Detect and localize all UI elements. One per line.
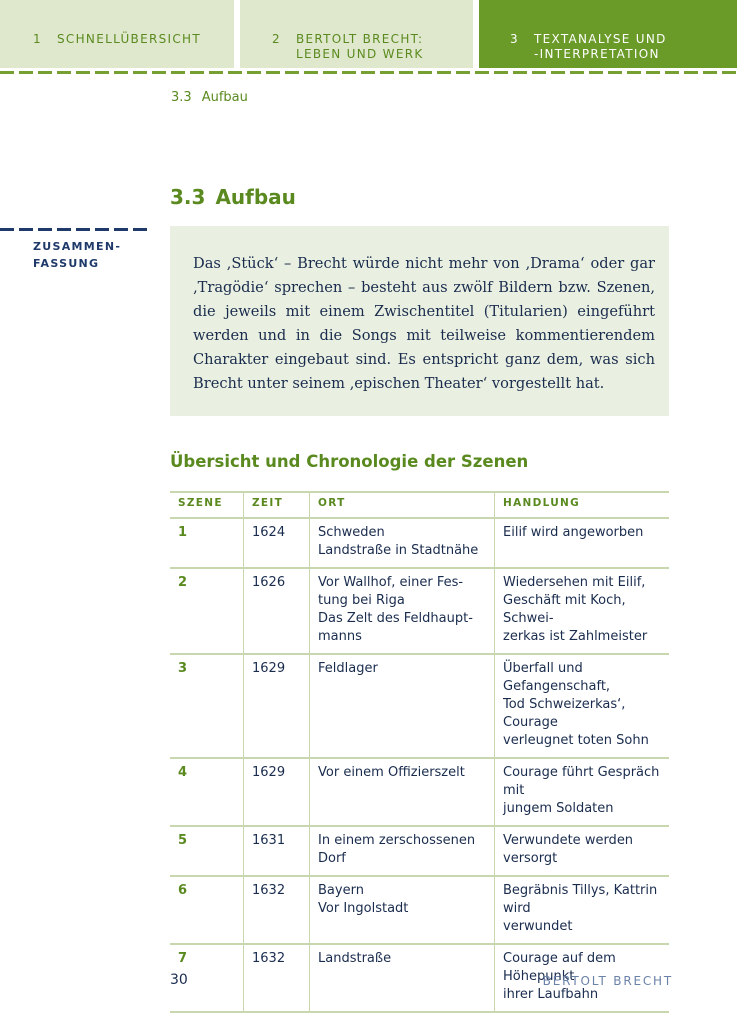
header-dashed-rule bbox=[0, 71, 737, 74]
chapter-navigation bbox=[0, 0, 737, 68]
cell-handlung bbox=[495, 758, 670, 826]
cell-line: Verwundete werden versorgt bbox=[503, 833, 634, 866]
cell-line: Courage auf dem Höhepunkt bbox=[503, 951, 616, 984]
cell-ort bbox=[310, 876, 495, 944]
cell-line: Bayern bbox=[318, 883, 364, 898]
cell-zeit: 1629 bbox=[244, 654, 310, 758]
cell-line: Vor einem Offizierszelt bbox=[318, 765, 465, 780]
cell-line: manns bbox=[318, 629, 362, 644]
tab-label-line: BERTOLT BRECHT: bbox=[296, 32, 424, 46]
section-number: 3.3 bbox=[170, 185, 206, 209]
cell-szene: 4 bbox=[170, 758, 244, 826]
table-title: Übersicht und Chronologie der Szenen bbox=[170, 452, 529, 471]
cell-line: Überfall und Gefangenschaft, bbox=[503, 661, 611, 694]
section-heading: Aufbau bbox=[215, 185, 296, 209]
cell-line: ihrer Laufbahn bbox=[503, 987, 599, 1002]
cell-ort bbox=[310, 518, 495, 568]
cell-line: Das Zelt des Feldhaupt- bbox=[318, 611, 473, 626]
table-row bbox=[170, 876, 669, 944]
running-head-number: 3.3 bbox=[171, 90, 192, 105]
cell-handlung bbox=[495, 876, 670, 944]
cell-line: tung bei Riga bbox=[318, 593, 405, 608]
scenes-table bbox=[170, 491, 669, 1013]
cell-szene: 7 bbox=[170, 944, 244, 1012]
tab-number: 2 bbox=[272, 32, 281, 46]
cell-line: Vor Ingolstadt bbox=[318, 901, 409, 916]
header-zeit: ZEIT bbox=[244, 492, 310, 518]
margin-note bbox=[33, 238, 121, 272]
cell-line: Landstraße bbox=[318, 951, 392, 966]
cell-zeit: 1626 bbox=[244, 568, 310, 654]
cell-ort bbox=[310, 944, 495, 1012]
cell-ort bbox=[310, 826, 495, 876]
cell-handlung bbox=[495, 518, 670, 568]
tab-label bbox=[57, 32, 201, 47]
table-row bbox=[170, 758, 669, 826]
cell-zeit: 1631 bbox=[244, 826, 310, 876]
cell-line: verwundet bbox=[503, 919, 573, 934]
cell-line: verleugnet toten Sohn bbox=[503, 733, 649, 748]
header-handlung: HANDLUNG bbox=[495, 492, 670, 518]
cell-zeit: 1632 bbox=[244, 944, 310, 1012]
cell-line: Begräbnis Tillys, Kattrin wird bbox=[503, 883, 658, 916]
cell-line: Courage führt Gespräch mit bbox=[503, 765, 660, 798]
header-ort: ORT bbox=[310, 492, 495, 518]
page-number: 30 bbox=[170, 972, 188, 988]
table-row bbox=[170, 826, 669, 876]
section-title bbox=[170, 185, 296, 209]
cell-szene: 3 bbox=[170, 654, 244, 758]
cell-szene: 5 bbox=[170, 826, 244, 876]
header-szene: SZENE bbox=[170, 492, 244, 518]
running-head-title: Aufbau bbox=[201, 90, 248, 105]
cell-ort bbox=[310, 758, 495, 826]
cell-szene: 6 bbox=[170, 876, 244, 944]
cell-zeit: 1629 bbox=[244, 758, 310, 826]
cell-szene: 1 bbox=[170, 518, 244, 568]
margin-note-line: ZUSAMMEN- bbox=[33, 240, 122, 253]
cell-line: Feldlager bbox=[318, 661, 378, 676]
cell-line: Wiedersehen mit Eilif, bbox=[503, 575, 646, 590]
tab-number: 1 bbox=[33, 32, 42, 46]
margin-dashed-rule bbox=[0, 228, 148, 231]
table-row bbox=[170, 518, 669, 568]
tab-leben-und-werk[interactable] bbox=[240, 0, 473, 68]
cell-handlung bbox=[495, 654, 670, 758]
cell-line: zerkas ist Zahlmeister bbox=[503, 629, 648, 644]
tab-schnelluebersicht[interactable] bbox=[0, 0, 234, 68]
cell-line: Dorf bbox=[318, 851, 346, 866]
table-row bbox=[170, 654, 669, 758]
tab-label-line: SCHNELLÜBERSICHT bbox=[57, 32, 201, 46]
tab-number: 3 bbox=[510, 32, 519, 46]
cell-line: Landstraße in Stadtnähe bbox=[318, 543, 479, 558]
tab-label-line: TEXTANALYSE UND bbox=[534, 32, 667, 46]
cell-line: Eilif wird angeworben bbox=[503, 525, 644, 540]
tab-label bbox=[296, 32, 424, 62]
tab-textanalyse-active[interactable] bbox=[479, 0, 737, 68]
footer-author: BERTOLT BRECHT bbox=[542, 974, 673, 988]
cell-line: Tod Schweizerkas‘, Courage bbox=[503, 697, 626, 730]
summary-box bbox=[170, 226, 669, 416]
running-head bbox=[171, 90, 258, 105]
cell-line: Schweden bbox=[318, 525, 385, 540]
tab-label-line: LEBEN UND WERK bbox=[296, 47, 424, 61]
table-header-row bbox=[170, 492, 669, 518]
cell-ort bbox=[310, 654, 495, 758]
tab-label bbox=[534, 32, 667, 62]
table-row bbox=[170, 568, 669, 654]
cell-handlung bbox=[495, 568, 670, 654]
cell-szene: 2 bbox=[170, 568, 244, 654]
cell-zeit: 1632 bbox=[244, 876, 310, 944]
cell-line: jungem Soldaten bbox=[503, 801, 614, 816]
cell-ort bbox=[310, 568, 495, 654]
tab-label-line: -INTERPRETATION bbox=[534, 47, 660, 61]
cell-zeit: 1624 bbox=[244, 518, 310, 568]
margin-note-line: FASSUNG bbox=[33, 257, 100, 270]
cell-handlung bbox=[495, 826, 670, 876]
cell-line: Geschäft mit Koch, Schwei- bbox=[503, 593, 626, 626]
summary-text: Das ‚Stück‘ – Brecht würde nicht mehr von ‚Drama‘ oder gar ‚Tragödie‘ sprechen – besteht aus zwölf Bildern bzw. Szenen, die jeweils mit einem Zwischentitel (Titularien) eingeführt werden und in die Songs mit teilweise kommentierendem Charakter eingebaut sind. Es entspricht ganz dem, was sich Brecht unter seinem ‚epischen Theater‘ vorgestellt hat. bbox=[193, 255, 655, 392]
cell-line: Vor Wallhof, einer Fes- bbox=[318, 575, 464, 590]
cell-line: In einem zerschossenen bbox=[318, 833, 476, 848]
